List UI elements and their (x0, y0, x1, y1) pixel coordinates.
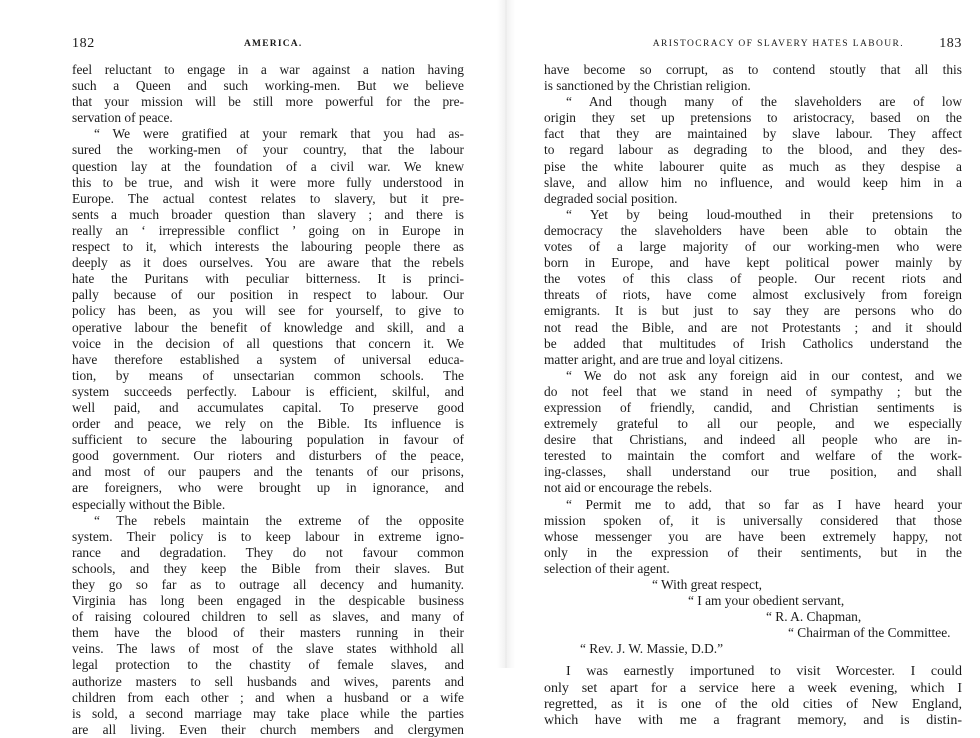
text-line: this to be true, and wish it were more fully understood in (72, 174, 464, 190)
text-line: degraded social position. (544, 190, 678, 206)
text-line: “ We were gratified at your remark that you had as- (94, 126, 464, 142)
left-page-number: 182 (72, 36, 95, 51)
text-line: “ Permit me to add, that so far as I have heard your (566, 496, 962, 512)
text-line: veins. The laws of most of the slave states withhold all (72, 641, 464, 657)
right-body-text (544, 62, 962, 729)
book-gutter (497, 0, 515, 668)
text-line: pally because of our position in respect to labour. Our (72, 287, 464, 303)
text-line: them have the blood of their masters running in their (72, 625, 464, 641)
text-line: votes of a large majority of our working-men who were (544, 239, 962, 255)
text-line: “ And though many of the slaveholders are of low (566, 94, 962, 110)
text-line: threats of riots, have come almost exclusively from foreign (544, 287, 962, 303)
text-line: origin they set up pretensions to aristocracy, based on the (544, 110, 962, 126)
text-line: terested to maintain the comfort and welfare of the work- (544, 448, 962, 464)
text-line: rance and degradation. They do not favour common (72, 544, 464, 560)
text-line: well paid, and accumulates capital. To preserve good (72, 399, 464, 415)
text-line: selection of their agent. (544, 560, 670, 576)
text-line: tion, by means of unsectarian common schools. The (72, 367, 464, 383)
text-line: emigrants. It is but just to say they are persons who do (544, 303, 962, 319)
text-line: is sold, a second marriage may take place while the parties (72, 705, 464, 721)
right-page-number: 183 (939, 36, 962, 51)
letter-signature-title: “ Chairman of the Committee. (788, 625, 951, 641)
text-line: policy has been, as you will see for yourself, to give to (72, 303, 464, 319)
letter-signature: “ R. A. Chapman, (766, 609, 862, 625)
text-line: feel reluctant to engage in a war against a nation having (72, 62, 464, 77)
text-line: such a Queen and such working-men. But we believe (72, 78, 464, 94)
left-running-title: AMERICA. (244, 39, 303, 49)
text-line: I was earnestly importuned to visit Worcester. I could (566, 664, 962, 680)
text-line: hate the Puritans with peculiar bitterness. It is princi- (72, 271, 464, 287)
text-line: that your mission will be still more powerful for the pre- (72, 94, 464, 110)
text-line: operative labour the benefit of knowledge and skill, and a (72, 319, 464, 335)
text-line: really an ‘ irrepressible conflict ’ going on in Europe in (72, 222, 464, 238)
text-line: expression of friendly, candid, and Christian sentiments is (544, 399, 962, 415)
text-line: Europe. The actual contest relates to slavery, but it pre- (72, 190, 464, 206)
text-line: do not feel that we stand in need of sympathy ; but the (544, 383, 962, 399)
right-running-title: ARISTOCRACY OF SLAVERY HATES LABOUR. (652, 39, 904, 49)
text-line: “ The rebels maintain the extreme of the opposite (94, 512, 464, 528)
text-line: matter aright, and are true and loyal citizens. (544, 351, 784, 367)
text-line: “ Yet by being loud-mouthed in their pretensions to (566, 206, 962, 222)
text-line: regretted, as it is one of the old cities of New England, (544, 696, 962, 712)
right-running-head (544, 36, 962, 58)
text-line: which have with me a fragrant memory, and is distin- (544, 712, 962, 728)
text-line: sufficient to secure the labouring population in favour of (72, 432, 464, 448)
text-line: extremely grateful to all our people, and we especially (544, 416, 962, 432)
text-line: have become so corrupt, as to contend stoutly that all this (544, 62, 962, 77)
text-line: schools, and they keep the Bible from their slaves. But (72, 560, 464, 576)
text-line: deeply as it does ourselves. You are aware that the rebels (72, 255, 464, 271)
text-line: question lay at the foundation of a civil war. We knew (72, 158, 464, 174)
text-line: voice in the decision of all questions that concern it. We (72, 335, 464, 351)
text-line: are foreigners, who were brought up in ignorance, and (72, 480, 464, 496)
text-line: they go so far as to outrage all decency and humanity. (72, 577, 464, 592)
text-line: servation of peace. (72, 110, 173, 126)
left-page (0, 0, 490, 737)
text-line: democracy the slaveholders have been able to obtain the (544, 222, 962, 238)
letter-addressee: “ Rev. J. W. Massie, D.D.” (580, 641, 724, 657)
text-line: “ We do not ask any foreign aid in our contest, and we (566, 367, 962, 383)
text-line: Virginia has long been engaged in the despicable business (72, 593, 464, 609)
right-page (520, 0, 980, 728)
text-line: respect to it, which interests the labouring people there as (72, 239, 464, 255)
text-line: system. Their policy is to keep labour in extreme igno- (72, 528, 464, 544)
letter-closing: “ With great respect, (652, 577, 763, 592)
text-line: system succeeds perfectly. Labour is efficient, skilful, and (72, 383, 464, 399)
text-line: whose messenger you are have been extremely happy, not (544, 528, 962, 544)
text-line: only set apart for a service here a week evening, which I (544, 680, 962, 696)
left-running-head (72, 36, 472, 58)
text-line: not read the Bible, and are not Protestants ; and it should (544, 319, 962, 335)
text-line: pise the white labourer quite as much as they despise a (544, 158, 962, 174)
text-line: good government. Our rioters and disturbers of the peace, (72, 448, 464, 464)
text-line: born in Europe, and have kept political power mainly by (544, 255, 962, 271)
text-line: not aid or encourage the rebels. (544, 480, 713, 496)
text-line: is sanctioned by the Christian religion. (544, 78, 751, 94)
text-line: fact that they are maintained by slave labour. They affect (544, 126, 962, 142)
letter-closing: “ I am your obedient servant, (688, 593, 845, 609)
text-line: be added that multitudes of Irish Catholics understand the (544, 335, 962, 351)
text-line: legal protection to the chastity of female slaves, and (72, 657, 464, 673)
text-line: slave, and allow him no influence, and would keep him in a (544, 174, 962, 190)
left-body-text (72, 62, 464, 738)
text-line: the votes of this class of people. Our recent riots and (544, 271, 962, 287)
text-line: authorize masters to sell husbands and wives, parents and (72, 673, 464, 689)
text-line: mission spoken of, it is universally considered that those (544, 512, 962, 528)
text-line: sents a much broader question than slavery ; and there is (72, 206, 464, 222)
text-line: children from each other ; and when a husband or a wife (72, 689, 464, 705)
text-line: to regard labour as degrading to the blood, and they des- (544, 142, 962, 158)
text-line: of raising coloured children to sell as slaves, and many of (72, 609, 464, 625)
text-line: sured the working-men of your country, that the labour (72, 142, 464, 158)
text-line: and most of our paupers and the tenants of our prisons, (72, 464, 464, 480)
text-line: are all living. Even their church members and clergymen (72, 721, 464, 737)
text-line: only in the expression of their sentiments, but in the (544, 544, 962, 560)
text-line: order and peace, we rely on the Bible. Its influence is (72, 416, 464, 432)
text-line: especially without the Bible. (72, 496, 226, 512)
text-line: have therefore established a system of universal educa- (72, 351, 464, 367)
text-line: ing-classes, shall understand our true position, and shall (544, 464, 962, 480)
text-line: desire that Christians, and indeed all people who are in- (544, 432, 962, 448)
